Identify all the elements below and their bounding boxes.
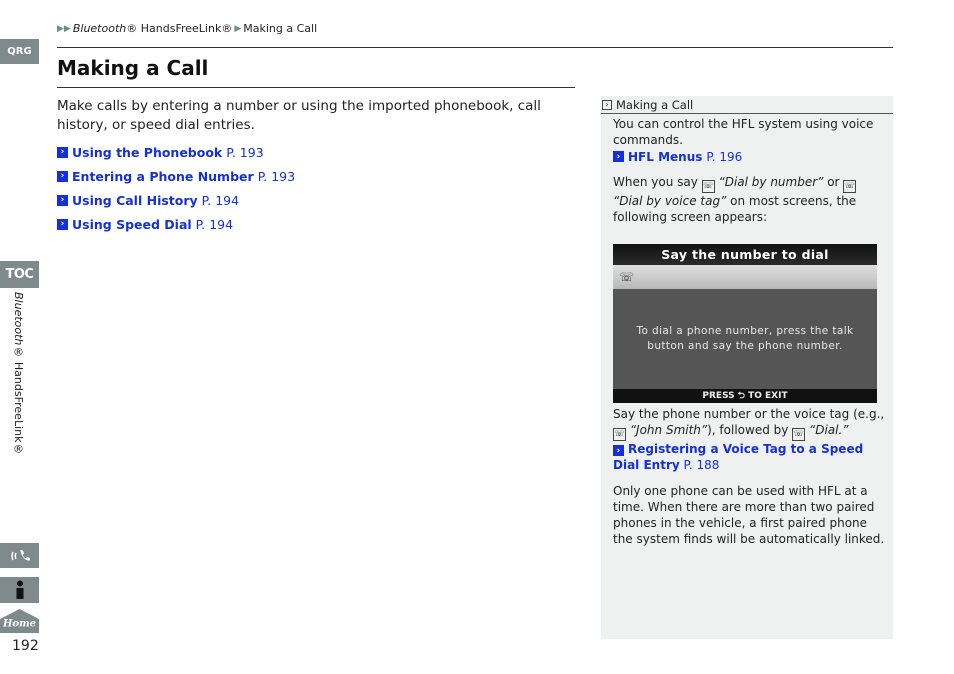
sidebar-p3: Say the phone number or the voice tag (e.g., ☏ “John Smith”), followed by ☏ “Dial.” [613,406,885,441]
sidebar-p4: Only one phone can be used with HFL at a time. When there are more than two paired phones in the vehicle, a first paired phone the system finds will be automatically linked. [613,483,885,546]
nav-screen-voice-bar [613,265,877,289]
talk-button-icon: ☏ [843,180,856,193]
home-label: Home [2,618,37,630]
note-arrow-icon: › [602,100,612,110]
talk-button-icon: ☏ [613,428,626,441]
link-label: Registering a Voice Tag to a Speed Dial Entry [613,441,864,472]
breadcrumb-arrow-icon: ▶ [234,23,242,34]
link-page-ref: P. 193 [226,144,264,160]
info-tab[interactable] [0,577,39,603]
link-registering-voice-tag[interactable] [613,441,885,473]
talk-button-icon: ☏ [792,428,805,441]
link-arrow-icon: › [57,171,68,182]
breadcrumb-arrow-icon: ▶▶ [57,23,71,34]
voice-command-icon [9,547,31,565]
qrg-label: QRG [7,46,32,57]
breadcrumb-item-1[interactable]: Bluetooth® HandsFreeLink® [72,22,233,35]
voice-command-tab[interactable] [0,543,39,568]
link-label: Using Call History [72,192,198,208]
page-title: Making a Call [57,56,209,80]
info-icon [13,580,27,600]
link-page-ref: P. 188 [683,457,720,472]
sidebar-p1: You can control the HFL system using voice commands. [613,117,874,147]
toc-label: TOC [5,267,34,282]
sidebar-p2: When you say ☏ “Dial by number” or ☏ “Dial by voice tag” on most screens, the following screen appears: [613,175,857,224]
link-arrow-icon: › [613,151,624,162]
link-list [57,140,295,236]
link-page-ref: P. 196 [706,149,743,164]
page-number: 192 [12,638,39,654]
link-entering-phone-number[interactable] [57,164,295,188]
link-using-phonebook[interactable] [57,140,295,164]
breadcrumb [57,22,317,35]
link-label: Using Speed Dial [72,216,192,232]
breadcrumb-item-2: Making a Call [243,22,318,35]
link-label: HFL Menus [628,149,703,164]
link-hfl-menus[interactable] [613,148,885,165]
header-divider [57,47,893,48]
intro-text: Make calls by entering a number or using the imported phonebook, call history, or speed dial entries. [57,98,541,133]
nav-screen-footer: PRESS ⮌ TO EXIT [613,389,877,403]
link-arrow-icon: › [57,219,68,230]
nav-screen-title: Say the number to dial [613,244,877,265]
voice-prompt-icon: ☏ [619,270,635,284]
toc-tab[interactable] [0,261,39,288]
home-tab[interactable] [0,609,39,633]
section-side-label: Bluetooth® HandsFreeLink® [12,292,25,456]
sidebar-body-lower [613,406,885,557]
link-page-ref: P. 194 [195,216,234,232]
nav-screen-message: To dial a phone number, press the talk button and say the phone number. [613,289,877,389]
link-page-ref: P. 194 [201,192,240,208]
link-arrow-icon: › [57,147,68,158]
link-using-call-history[interactable] [57,188,295,212]
title-divider [57,87,575,88]
sidebar-body [613,116,885,235]
home-icon [0,609,39,633]
link-using-speed-dial[interactable] [57,212,295,236]
talk-button-icon: ☏ [702,180,715,193]
link-arrow-icon: › [613,445,624,456]
link-arrow-icon: › [57,195,68,206]
link-label: Entering a Phone Number [72,168,254,184]
sidebar-heading [601,96,893,114]
link-label: Using the Phonebook [72,144,223,160]
sidebar-heading-text: Making a Call [616,97,694,112]
nav-screen-image [613,244,877,403]
qrg-tab[interactable] [0,39,39,64]
link-page-ref: P. 193 [257,168,296,184]
